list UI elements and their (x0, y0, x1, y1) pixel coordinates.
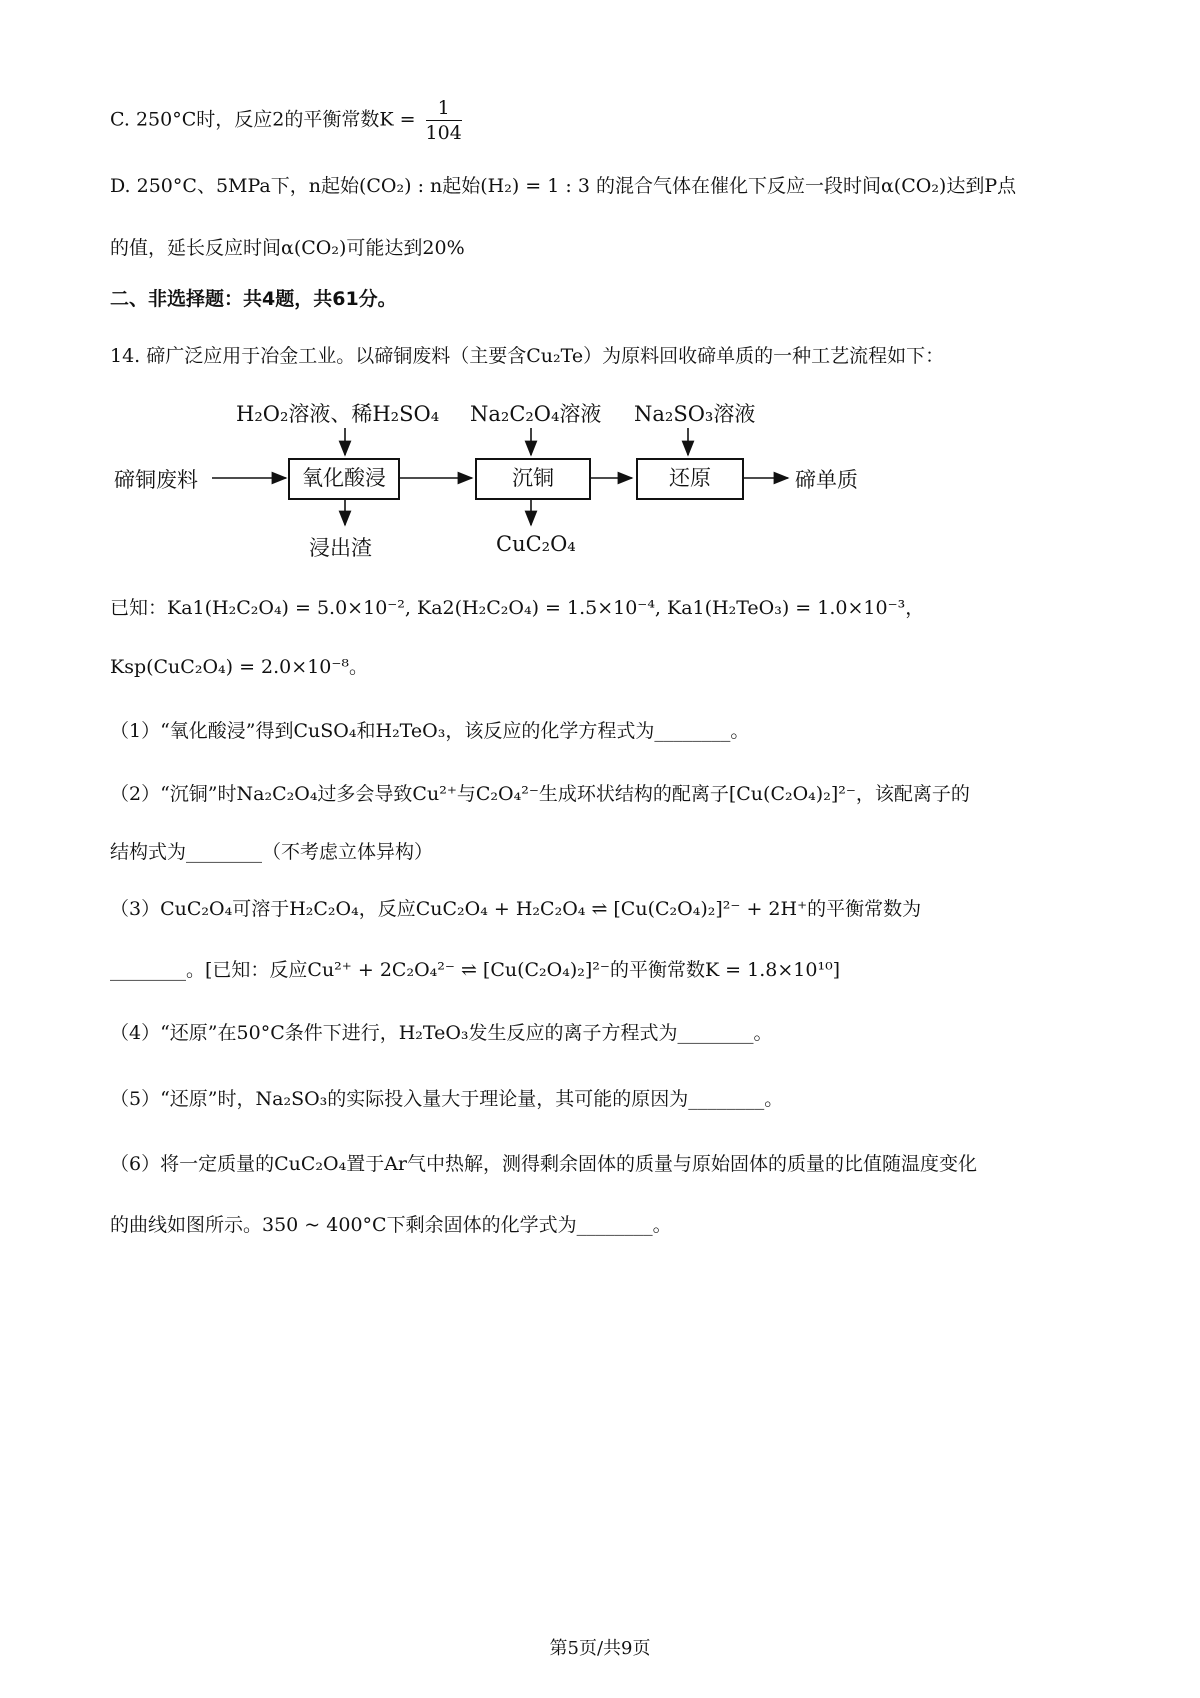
option-d-line1: D. 250°C、5MPa下，n起始(CO₂) : n起始(H₂) = 1 : 3 的混合气体在催化下反应一段时间α(CO₂)达到P点 (110, 175, 1017, 197)
flow-box-oxidative-leach: 氧化酸浸 (288, 458, 400, 500)
subquestion-2-line1: （2）“沉铜”时Na₂C₂O₄过多会导致Cu²⁺与C₂O₄²⁻生成环状结构的配离子[Cu(C₂O₄)₂]²⁻，该配离子的 (110, 783, 970, 805)
subquestion-5: （5）“还原”时，Na₂SO₃的实际投入量大于理论量，其可能的原因为________。 (110, 1088, 784, 1110)
subquestion-6-line1: （6）将一定质量的CuC₂O₄置于Ar气中热解，测得剩余固体的质量与原始固体的质量的比值随温度变化 (110, 1153, 978, 1175)
flow-reagent-2: Na₂C₂O₄溶液 (470, 402, 602, 426)
known-constants-2: Ksp(CuC₂O₄) = 2.0×10⁻⁸。 (110, 656, 369, 678)
page-footer: 第5页/共9页 (549, 1638, 651, 1659)
option-d-line2: 的值，延长反应时间α(CO₂)可能达到20% (110, 237, 465, 259)
subquestion-6-line2: 的曲线如图所示。350 ~ 400°C下剩余固体的化学式为________。 (110, 1214, 672, 1236)
flow-output-residue: 浸出渣 (309, 536, 372, 560)
fraction-numerator: 1 (426, 96, 462, 121)
subquestion-3-line2: ________。[已知：反应Cu²⁺ + 2C₂O₄²⁻ ⇌ [Cu(C₂O₄)₂]²⁻的平衡常数K = 1.8×10¹⁰] (110, 959, 841, 981)
flow-reagent-3: Na₂SO₃溶液 (634, 402, 756, 426)
flow-box-reduction: 还原 (636, 458, 744, 500)
option-c-text: C. 250°C时，反应2的平衡常数K = (110, 108, 416, 131)
subquestion-1: （1）“氧化酸浸”得到CuSO₄和H₂TeO₃，该反应的化学方程式为________。 (110, 720, 750, 742)
subquestion-2-line2: 结构式为________（不考虑立体异构） (110, 841, 434, 863)
question-14-intro: 14. 碲广泛应用于冶金工业。以碲铜废料（主要含Cu₂Te）为原料回收碲单质的一种工艺流程如下： (110, 345, 945, 367)
fraction-denominator: 104 (425, 122, 462, 144)
subquestion-3-line1: （3）CuC₂O₄可溶于H₂C₂O₄，反应CuC₂O₄ + H₂C₂O₄ ⇌ [Cu(C₂O₄)₂]²⁻ + 2H⁺的平衡常数为 (110, 898, 922, 920)
flow-start: 碲铜废料 (114, 468, 198, 492)
process-flowchart (0, 0, 1200, 600)
flow-end: 碲单质 (795, 468, 858, 492)
subquestion-4: （4）“还原”在50°C条件下进行，H₂TeO₃发生反应的离子方程式为________。 (110, 1022, 773, 1044)
known-constants-1: 已知：Ka1(H₂C₂O₄) = 5.0×10⁻², Ka2(H₂C₂O₄) = 1.5×10⁻⁴, Ka1(H₂TeO₃) = 1.0×10⁻³， (110, 597, 925, 619)
flow-reagent-1: H₂O₂溶液、稀H₂SO₄ (236, 402, 440, 426)
flowchart-arrows (0, 0, 1200, 600)
flow-output-cuc2o4: CuC₂O₄ (496, 532, 576, 556)
flow-box-copper-precipitation: 沉铜 (475, 458, 591, 500)
section-heading: 二、非选择题：共4题，共61分。 (110, 288, 397, 310)
